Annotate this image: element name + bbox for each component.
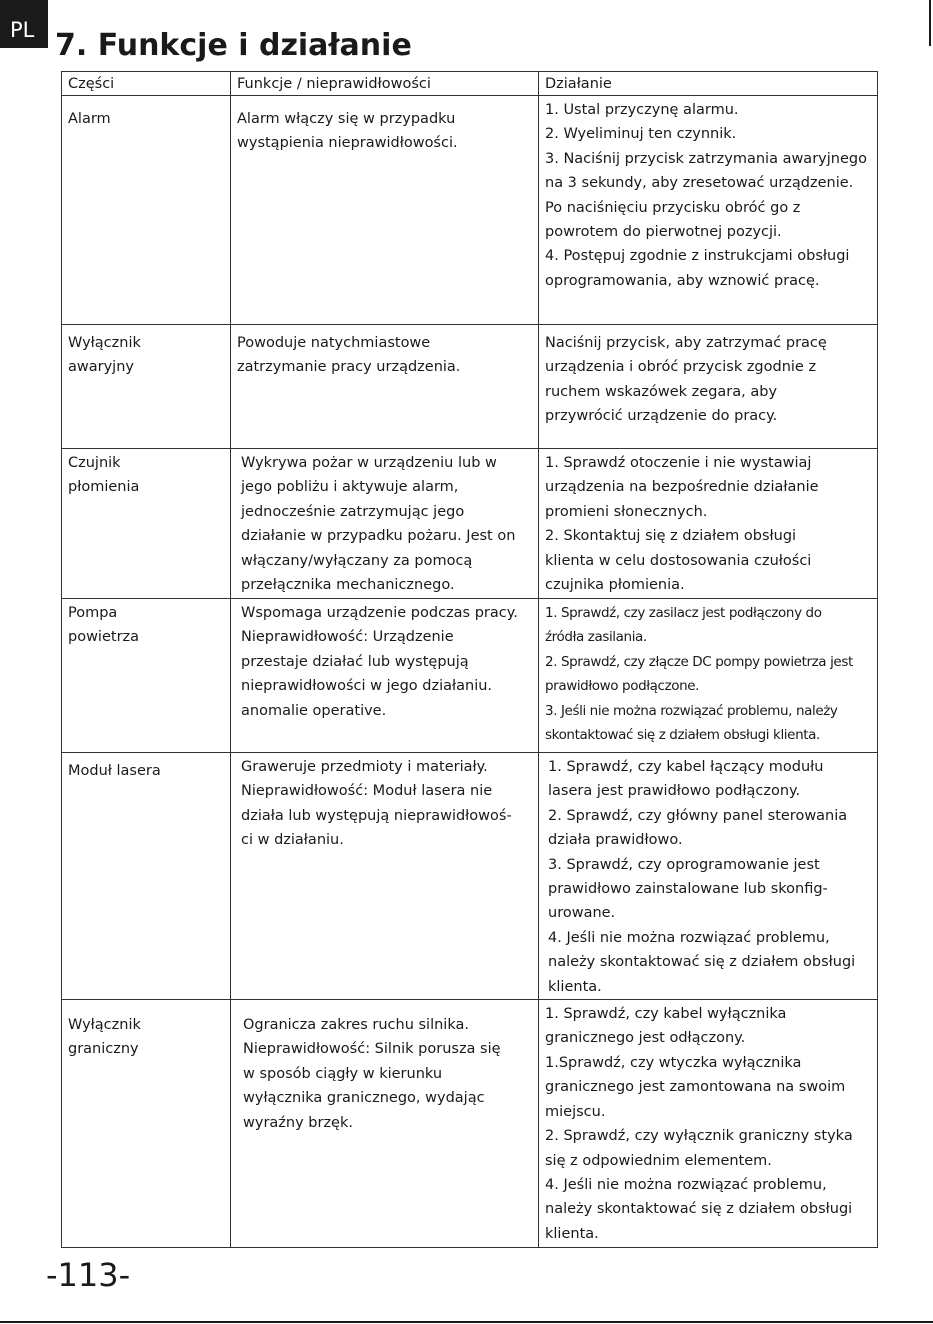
- function-line: Ogranicza zakres ruchu silnika.: [243, 1017, 469, 1034]
- action-line: 1. Sprawdź, czy kabel łączący modułu: [548, 759, 824, 775]
- action-line: powrotem do pierwotnej pozycji.: [545, 224, 782, 241]
- table-row: [62, 449, 878, 599]
- action-line: promieni słonecznych.: [545, 503, 708, 520]
- bottom-rule: [0, 1321, 933, 1323]
- function-cell: [231, 753, 539, 1000]
- column-header-parts: Części: [62, 72, 231, 96]
- function-line: anomalie operative.: [241, 702, 387, 719]
- action-cell: [539, 325, 878, 449]
- function-line: w sposób ciągły w kierunku: [243, 1065, 443, 1082]
- part-line: Wyłącznik: [68, 335, 141, 351]
- function-cell: [231, 325, 539, 449]
- action-line: 2. Sprawdź, czy wyłącznik graniczny styka: [545, 1128, 853, 1145]
- action-cell: [539, 1000, 878, 1248]
- action-line: granicznego jest odłączony.: [545, 1030, 746, 1047]
- table-row: [62, 96, 878, 325]
- table-row: [62, 1000, 878, 1248]
- function-line: Nieprawidłowość: Moduł lasera nie: [241, 783, 493, 800]
- function-line: przestaje działać lub występują: [241, 653, 469, 670]
- action-line: oprogramowania, aby wznowić pracę.: [545, 272, 820, 289]
- function-cell: [231, 1000, 539, 1248]
- action-line: przywrócić urządzenie do pracy.: [545, 408, 778, 425]
- part-cell: [62, 449, 231, 599]
- function-line: działa lub występują nieprawidłowoś-: [241, 807, 512, 824]
- action-line: ruchem wskazówek zegara, aby: [545, 383, 778, 400]
- action-line: prawidłowo podłączone.: [545, 678, 700, 695]
- part-cell: [62, 753, 231, 1000]
- page-number: -113-: [46, 1256, 131, 1294]
- function-line: zatrzymanie pracy urządzenia.: [237, 359, 461, 376]
- action-line: 4. Jeśli nie można rozwiązać problemu,: [545, 1176, 827, 1193]
- function-line: wystąpienia nieprawidłowości.: [237, 135, 458, 152]
- action-cell: [539, 753, 878, 1000]
- part-line: Moduł lasera: [68, 763, 161, 779]
- part-line: Wyłącznik: [68, 1017, 141, 1034]
- action-line: 1. Sprawdź otoczenie i nie wystawiaj: [545, 455, 812, 471]
- function-line: przełącznika mechanicznego.: [241, 577, 455, 594]
- action-line: urządzenia i obróć przycisk zgodnie z: [545, 359, 817, 376]
- function-line: Nieprawidłowość: Silnik porusza się: [243, 1041, 501, 1058]
- functions-table: [61, 71, 878, 1248]
- part-cell: [62, 325, 231, 449]
- action-line: 1.Sprawdź, czy wtyczka wyłącznika: [545, 1054, 802, 1071]
- language-badge: PL: [0, 0, 48, 48]
- action-line: 2. Skontaktuj się z działem obsługi: [545, 528, 797, 545]
- action-cell: [539, 599, 878, 753]
- action-cell: [539, 96, 878, 325]
- action-line: lasera jest prawidłowo podłączony.: [548, 783, 801, 800]
- action-line: 2. Sprawdź, czy złącze DC pompy powietrza jest: [545, 653, 853, 670]
- function-cell: [231, 449, 539, 599]
- part-cell: [62, 1000, 231, 1248]
- action-cell: [539, 449, 878, 599]
- function-line: Powoduje natychmiastowe: [237, 335, 431, 351]
- function-line: Graweruje przedmioty i materiały.: [241, 759, 488, 775]
- action-line: klienta w celu dostosowania czułości: [545, 552, 812, 569]
- action-line: prawidłowo zainstalowane lub skonfig-: [548, 881, 828, 898]
- table-header-row: [62, 72, 878, 96]
- function-line: działanie w przypadku pożaru. Jest on: [241, 528, 516, 545]
- part-line: płomienia: [68, 479, 140, 496]
- action-line: 4. Postępuj zgodnie z instrukcjami obsługi: [545, 248, 850, 265]
- function-line: jednocześnie zatrzymując jego: [241, 503, 465, 520]
- action-line: 1. Sprawdź, czy zasilacz jest podłączony do: [545, 605, 822, 621]
- function-line: Nieprawidłowość: Urządzenie: [241, 629, 454, 646]
- action-line: należy skontaktować się z działem obsługi: [545, 1201, 853, 1218]
- action-line: na 3 sekundy, aby zresetować urządzenie.: [545, 175, 854, 192]
- action-line: 3. Jeśli nie można rozwiązać problemu, należy: [545, 702, 838, 719]
- function-line: ci w działaniu.: [241, 832, 344, 849]
- function-line: Wspomaga urządzenie podczas pracy.: [241, 605, 518, 621]
- action-line: należy skontaktować się z działem obsługi: [548, 954, 856, 971]
- function-line: jego pobliżu i aktywuje alarm,: [241, 479, 459, 496]
- function-line: wyłącznika granicznego, wydając: [243, 1090, 485, 1107]
- part-cell: [62, 599, 231, 753]
- action-line: granicznego jest zamontowana na swoim: [545, 1079, 846, 1096]
- action-line: klienta.: [548, 978, 602, 995]
- function-line: wyraźny brzęk.: [243, 1114, 353, 1131]
- action-line: czujnika płomienia.: [545, 577, 685, 594]
- part-line: Czujnik: [68, 455, 121, 471]
- function-line: Wykrywa pożar w urządzeniu lub w: [241, 455, 497, 471]
- action-line: źródła zasilania.: [545, 629, 647, 646]
- part-line: Alarm: [68, 111, 111, 127]
- action-line: 1. Sprawdź, czy kabel wyłącznika: [545, 1006, 787, 1023]
- function-line: Alarm włączy się w przypadku: [237, 111, 456, 127]
- part-line: graniczny: [68, 1041, 139, 1058]
- table-row: [62, 325, 878, 449]
- action-line: 2. Sprawdź, czy główny panel sterowania: [548, 807, 848, 824]
- action-line: klienta.: [545, 1225, 599, 1242]
- action-line: Naciśnij przycisk, aby zatrzymać pracę: [545, 335, 827, 351]
- edge-rule: [929, 0, 931, 46]
- action-line: 3. Naciśnij przycisk zatrzymania awaryjnego: [545, 150, 867, 167]
- action-line: się z odpowiednim elementem.: [545, 1152, 772, 1169]
- function-cell: [231, 96, 539, 325]
- action-line: 1. Ustal przyczynę alarmu.: [545, 102, 739, 118]
- table-row: [62, 753, 878, 1000]
- action-line: 2. Wyeliminuj ten czynnik.: [545, 126, 737, 143]
- part-line: powietrza: [68, 629, 140, 646]
- column-header-action: Działanie: [539, 72, 878, 96]
- column-header-functions: Funkcje / nieprawidłowości: [231, 72, 539, 96]
- function-cell: [231, 599, 539, 753]
- action-line: 3. Sprawdź, czy oprogramowanie jest: [548, 856, 820, 873]
- part-cell: [62, 96, 231, 325]
- action-line: urządzenia na bezpośrednie działanie: [545, 479, 819, 496]
- part-line: Pompa: [68, 605, 118, 621]
- action-line: działa prawidłowo.: [548, 832, 683, 849]
- function-line: nieprawidłowości w jego działaniu.: [241, 678, 493, 695]
- action-line: skontaktować się z działem obsługi klienta.: [545, 727, 820, 744]
- table-row: [62, 599, 878, 753]
- action-line: 4. Jeśli nie można rozwiązać problemu,: [548, 929, 830, 946]
- part-line: awaryjny: [68, 359, 134, 376]
- page-title: 7. Funkcje i działanie: [55, 28, 412, 63]
- action-line: miejscu.: [545, 1103, 606, 1120]
- function-line: włączany/wyłączany za pomocą: [241, 552, 473, 569]
- action-line: Po naciśnięciu przycisku obróć go z: [545, 199, 801, 216]
- action-line: urowane.: [548, 905, 616, 922]
